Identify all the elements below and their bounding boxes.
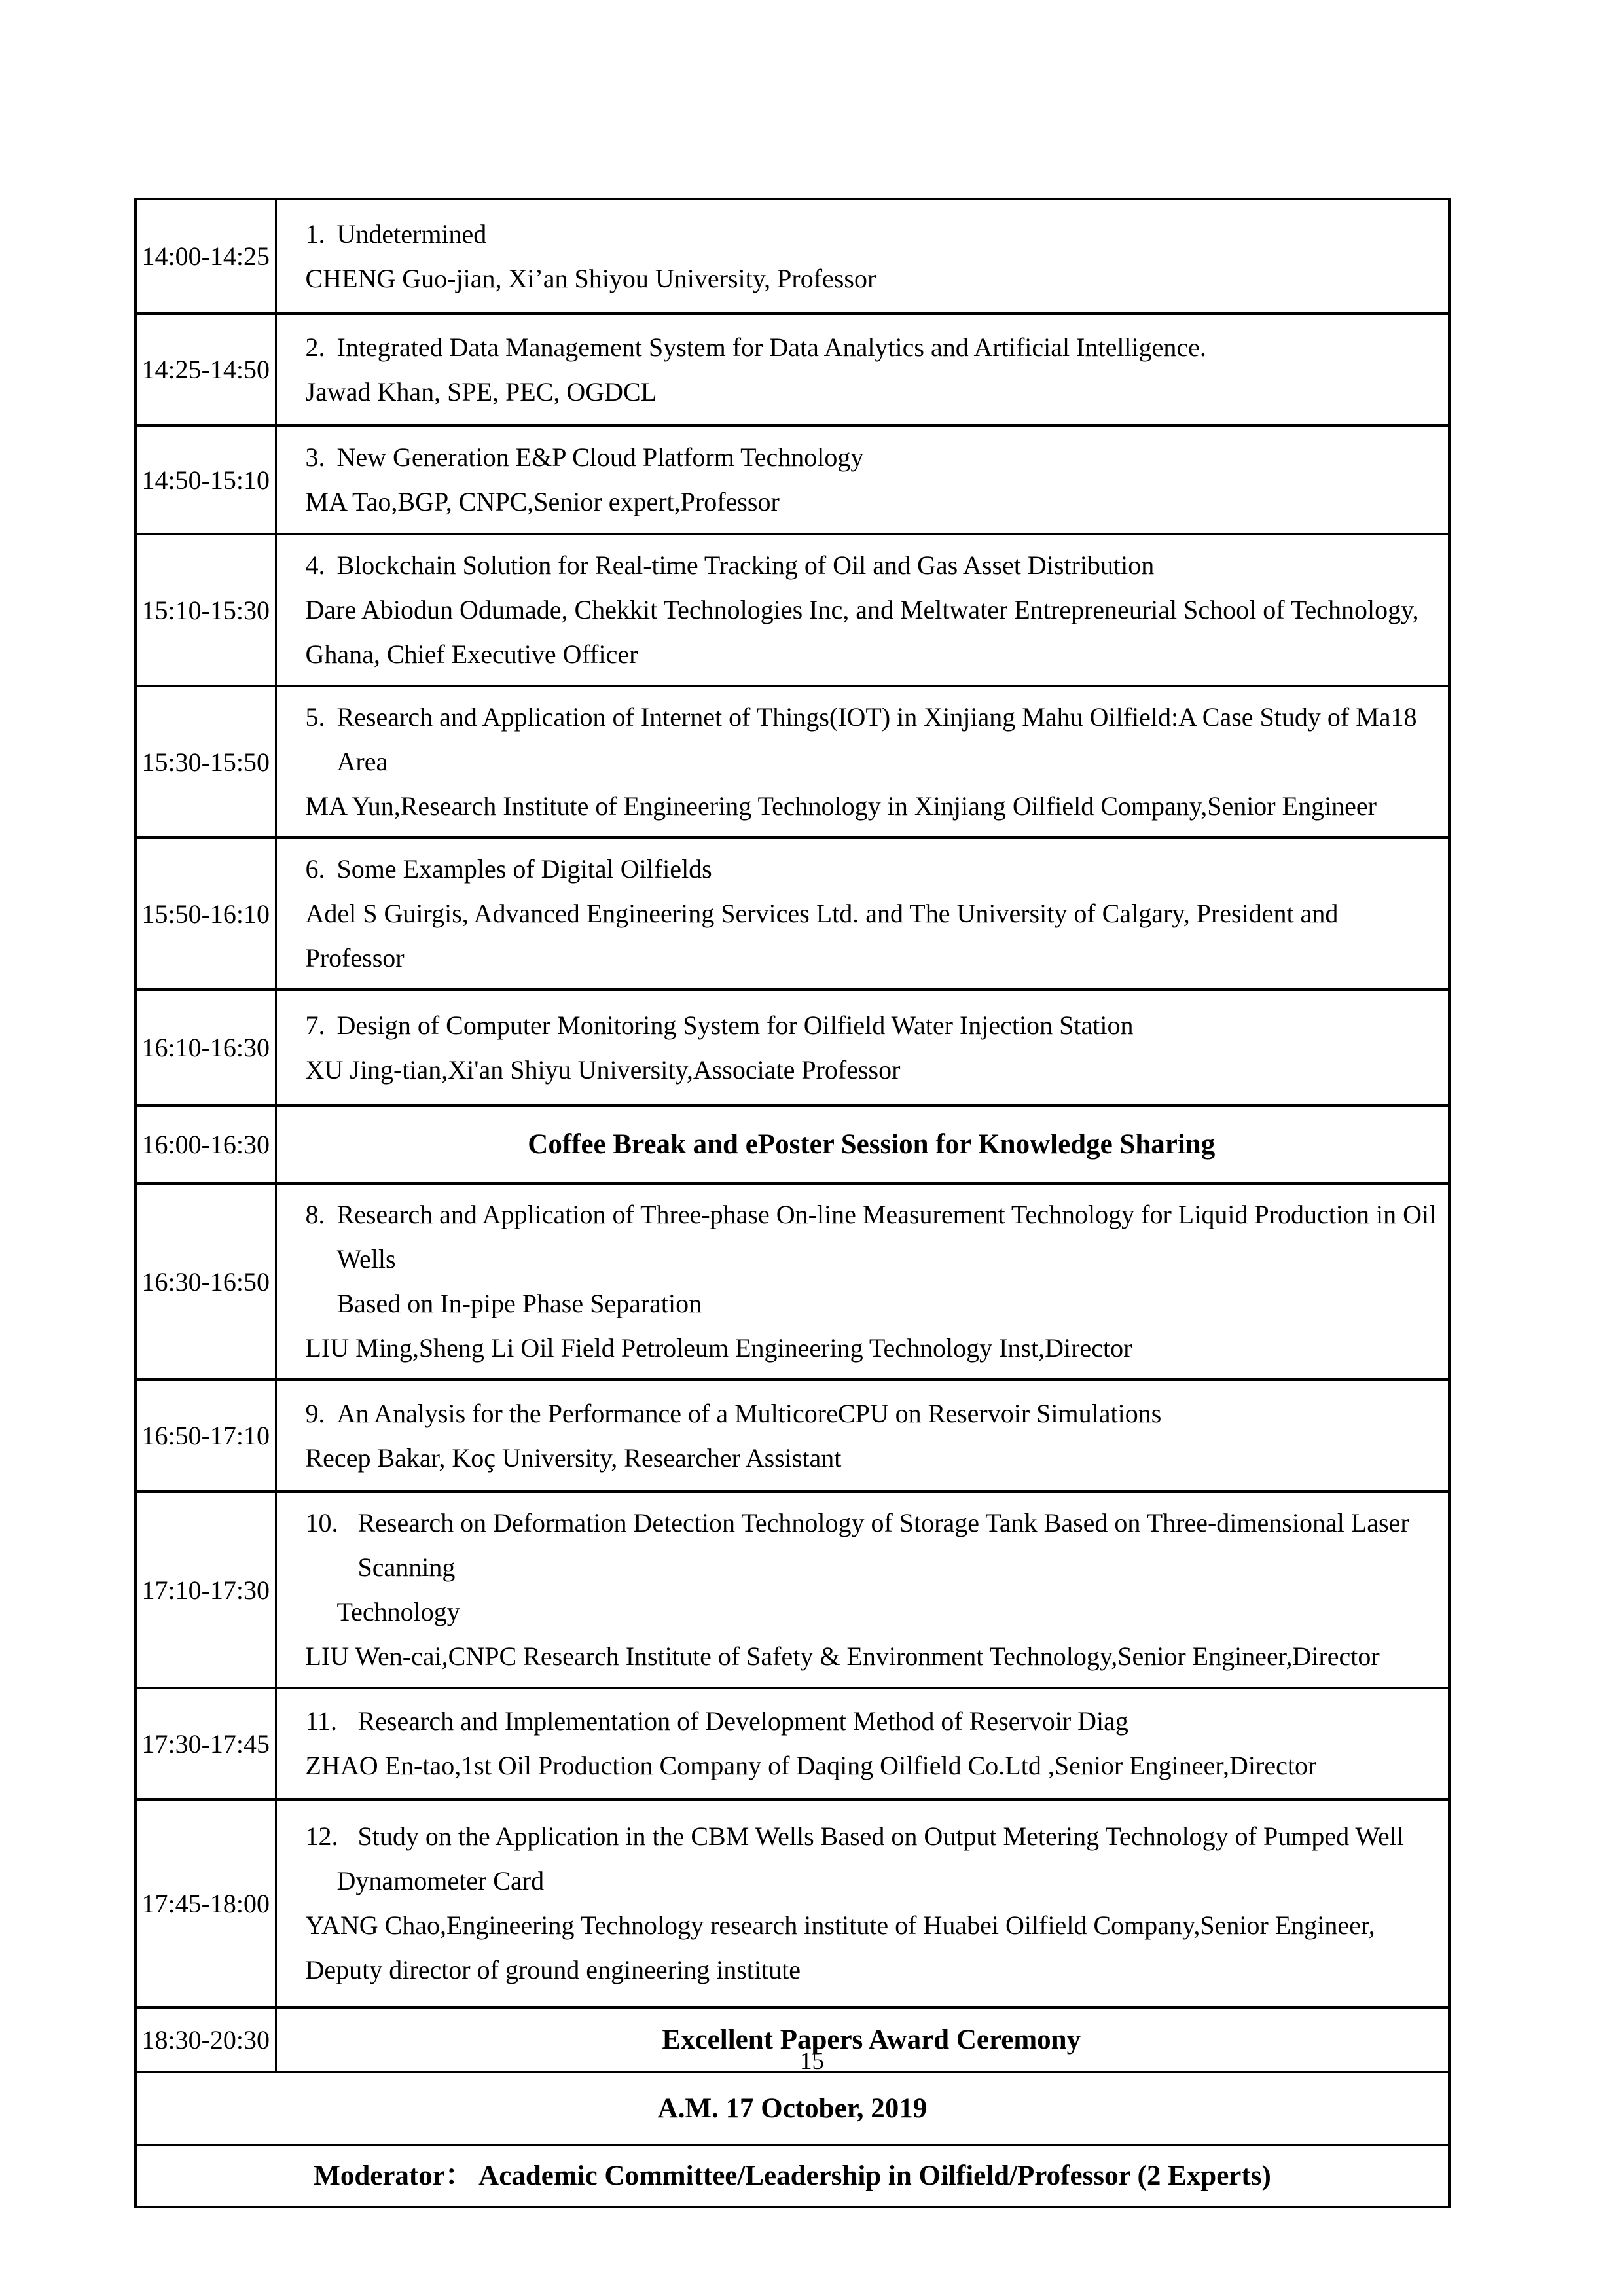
fullwidth-cell: [135, 2145, 1449, 2207]
time-cell: [135, 534, 276, 686]
session-cell: [276, 1183, 1449, 1380]
session-cell: [276, 1380, 1449, 1492]
time-label: 14:50-15:10: [141, 465, 270, 495]
title-line: Blockchain Solution for Real-time Tracking of Oil and Gas Asset Distribution: [336, 550, 1155, 580]
speaker-line: LIU Wen-cai,CNPC Research Institute of Safety & Environment Technology,Senior Engineer,Director: [305, 1641, 1380, 1671]
title-line: Research and Application of Three-phase On-line Measurement Technology for Liquid Production in Oil Wells: [336, 1200, 1437, 1274]
table-row: [135, 2145, 1449, 2207]
table-row: [135, 1799, 1449, 2007]
session-title: [306, 543, 1438, 588]
table-row: [135, 199, 1449, 314]
time-label: 15:10-15:30: [141, 595, 270, 625]
speaker-line: CHENG Guo-jian, Xi’an Shiyou University, Professor: [305, 263, 876, 293]
table-row: [135, 1380, 1449, 1492]
session-title: [306, 1501, 1438, 1634]
time-cell: [135, 199, 276, 314]
session-cell: [276, 686, 1449, 838]
title-line: Dynamometer Card: [336, 1866, 545, 1895]
time-cell: [135, 1799, 276, 2007]
time-cell: [135, 1688, 276, 1799]
table-row: [135, 838, 1449, 990]
session-cell: [276, 199, 1449, 314]
time-label: 17:10-17:30: [141, 1575, 270, 1605]
time-cell: [135, 838, 276, 990]
time-label: 15:30-15:50: [141, 747, 270, 777]
table-row: [135, 534, 1449, 686]
table-row: [135, 1492, 1449, 1688]
time-cell: [135, 990, 276, 1105]
time-cell: [135, 425, 276, 534]
title-line: Research and Implementation of Development Method of Reservoir Diag: [357, 1706, 1128, 1736]
title-line: Technology: [336, 1597, 460, 1626]
speaker-line: MA Tao,BGP, CNPC,Senior expert,Professor: [305, 487, 780, 516]
speaker-line: XU Jing-tian,Xi'an Shiyu University,Associate Professor: [305, 1054, 901, 1085]
session-cell: [276, 1688, 1449, 1799]
title-number: 7.: [305, 1010, 325, 1040]
session-cell: [276, 314, 1449, 425]
session-title: [306, 212, 1438, 257]
time-cell: [135, 1183, 276, 1380]
banner-title: Coffee Break and ePoster Session for Knowledge Sharing: [528, 1128, 1216, 1160]
title-line: Research on Deformation Detection Technology of Storage Tank Based on Three-dimensional Laser Scanning: [357, 1508, 1409, 1582]
title-number: 8.: [305, 1200, 325, 1229]
time-cell: [135, 1105, 276, 1183]
session-cell: [276, 990, 1449, 1105]
speaker-line: ZHAO En-tao,1st Oil Production Company of Daqing Oilfield Co.Ltd ,Senior Engineer,Director: [305, 1751, 1317, 1780]
session-cell: [276, 1492, 1449, 1688]
title-number: 4.: [305, 550, 325, 580]
time-label: 16:30-16:50: [141, 1266, 270, 1297]
time-label: 17:30-17:45: [141, 1729, 270, 1759]
session-cell: [276, 425, 1449, 534]
speaker-line: Dare Abiodun Odumade, Chekkit Technologies Inc, and Meltwater Entrepreneurial School of Technology, Ghana, Chief Executive Officer: [305, 595, 1419, 669]
table-row: [135, 1183, 1449, 1380]
title-number: 5.: [305, 702, 325, 732]
time-label: 16:10-16:30: [141, 1033, 270, 1062]
session-title: [306, 695, 1438, 784]
title-number: 3.: [305, 442, 325, 472]
title-number: 12.: [305, 1821, 338, 1851]
time-cell: [135, 314, 276, 425]
speaker-line: Jawad Khan, SPE, PEC, OGDCL: [305, 376, 657, 406]
table-row: [135, 425, 1449, 534]
title-line: Design of Computer Monitoring System for Oilfield Water Injection Station: [336, 1010, 1134, 1040]
title-line: Some Examples of Digital Oilfields: [336, 854, 712, 884]
title-line: Based on In-pipe Phase Separation: [336, 1289, 702, 1318]
session-title: [306, 1814, 1438, 1903]
time-cell: [135, 686, 276, 838]
speaker-line: LIU Ming,Sheng Li Oil Field Petroleum Engineering Technology Inst,Director: [305, 1333, 1132, 1363]
title-line: New Generation E&P Cloud Platform Technology: [336, 442, 864, 472]
title-number: 1.: [305, 219, 325, 249]
table-row: [135, 1105, 1449, 1183]
time-cell: [135, 1492, 276, 1688]
session-title: [306, 1391, 1438, 1436]
title-line: An Analysis for the Performance of a MulticoreCPU on Reservoir Simulations: [336, 1398, 1162, 1428]
table-row: [135, 2072, 1449, 2145]
speaker-line: YANG Chao,Engineering Technology research institute of Huabei Oilfield Company,Senior Engineer,: [305, 1910, 1375, 1940]
speaker-line: Adel S Guirgis, Advanced Engineering Services Ltd. and The University of Calgary, President and Professor: [305, 899, 1339, 973]
session-title: [306, 1193, 1438, 1326]
table-row: [135, 686, 1449, 838]
title-number: 6.: [305, 854, 325, 884]
time-label: 17:45-18:00: [141, 1888, 270, 1918]
speaker-line: MA Yun,Research Institute of Engineering Technology in Xinjiang Oilfield Company,Senior Engineer: [305, 791, 1377, 821]
session-title: [306, 847, 1438, 891]
table-row: [135, 314, 1449, 425]
title-number: 9.: [305, 1398, 325, 1428]
table-row: [135, 990, 1449, 1105]
speaker-line: Recep Bakar, Koç University, Researcher Assistant: [305, 1443, 842, 1473]
title-line: Undetermined: [336, 219, 487, 249]
table-row: [135, 1688, 1449, 1799]
session-title: [306, 435, 1438, 480]
time-label: 15:50-16:10: [141, 899, 270, 929]
title-number: 2.: [305, 332, 325, 362]
time-label: 16:50-17:10: [141, 1421, 270, 1450]
title-line: Research and Application of Internet of Things(IOT) in Xinjiang Mahu Oilfield:A Case Study of Ma18 Area: [336, 702, 1417, 776]
fullwidth-cell: [135, 2072, 1449, 2145]
title-line: Integrated Data Management System for Data Analytics and Artificial Intelligence.: [336, 332, 1206, 362]
banner-cell: [276, 1105, 1449, 1183]
speaker-line: Deputy director of ground engineering institute: [305, 1955, 801, 1984]
time-label: 14:00-14:25: [141, 242, 270, 271]
page-number: 15: [800, 2048, 824, 2075]
title-line: Study on the Application in the CBM Wells Based on Output Metering Technology of Pumped Well: [357, 1821, 1404, 1851]
time-cell: [135, 1380, 276, 1492]
session-cell: [276, 534, 1449, 686]
moderator-heading: Moderator： Academic Committee/Leadership in Oilfield/Professor (2 Experts): [314, 2160, 1271, 2191]
title-number: 11.: [305, 1706, 338, 1736]
session-title: [306, 1699, 1438, 1744]
session-cell: [276, 838, 1449, 990]
session-title: [306, 325, 1438, 370]
time-label: 16:00-16:30: [141, 1130, 270, 1159]
section-heading: A.M. 17 October, 2019: [657, 2092, 928, 2124]
banner-title: Excellent Papers Award Ceremony: [662, 2024, 1081, 2055]
time-label: 14:25-14:50: [141, 355, 270, 384]
session-title: [306, 1003, 1438, 1048]
session-cell: [276, 1799, 1449, 2007]
title-number: 10.: [305, 1508, 338, 1537]
time-label: 18:30-20:30: [141, 2025, 270, 2054]
schedule-table: [134, 198, 1451, 2208]
